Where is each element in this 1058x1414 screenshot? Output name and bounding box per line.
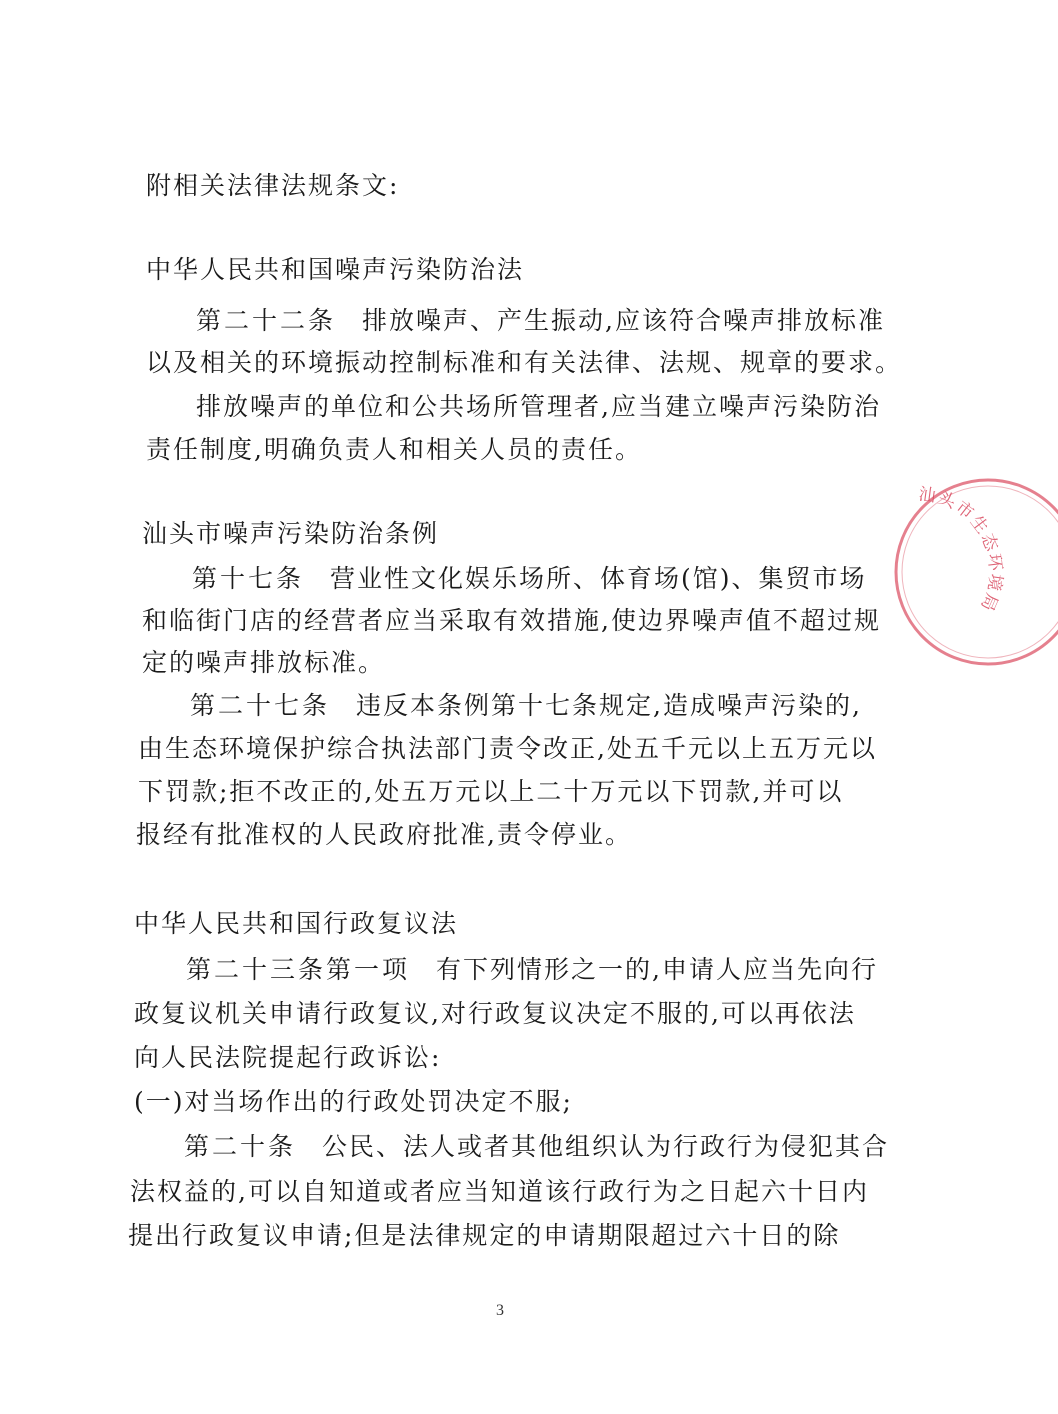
article-line <box>186 952 878 988</box>
section-heading: 中华人民共和国行政复议法 <box>134 909 459 938</box>
article-number: 第二十条 <box>184 1132 297 1161</box>
body-line: 定的噪声排放标准。 <box>142 648 386 677</box>
svg-text:汕头市生态环境局 <box>917 485 1005 616</box>
body-line: (一)对当场作出的行政处罚决定不服; <box>134 1087 573 1116</box>
article-line <box>184 1129 889 1165</box>
article-line <box>190 688 862 724</box>
article-text: 营业性文化娱乐场所、体育场(馆)、集贸市场 <box>330 564 867 593</box>
body-line: 责任制度,明确负责人和相关人员的责任。 <box>146 435 642 464</box>
body-line: 法权益的,可以自知道或者应当知道该行政行为之日起六十日内 <box>130 1177 869 1206</box>
article-text: 有下列情形之一的,申请人应当先向行 <box>436 955 878 984</box>
section-heading: 汕头市噪声污染防治条例 <box>142 519 440 548</box>
body-line: 由生态环境保护综合执法部门责令改正,处五千元以上五万元以 <box>138 734 877 763</box>
article-line <box>196 303 885 339</box>
article-text: 排放噪声、产生振动,应该符合噪声排放标准 <box>362 306 885 335</box>
body-line: 排放噪声的单位和公共场所管理者,应当建立噪声污染防治 <box>196 392 881 421</box>
article-line <box>192 561 867 597</box>
article-number: 第二十三条第一项 <box>186 955 411 984</box>
article-number: 第十七条 <box>192 564 305 593</box>
body-line: 和临街门店的经营者应当采取有效措施,使边界噪声值不超过规 <box>142 606 881 635</box>
body-line: 提出行政复议申请;但是法律规定的申请期限超过六十日的除 <box>128 1221 841 1250</box>
article-text: 违反本条例第十七条规定,造成噪声污染的, <box>356 691 862 720</box>
body-line: 报经有批准权的人民政府批准,责令停业。 <box>136 820 632 849</box>
section-heading: 中华人民共和国噪声污染防治法 <box>146 255 525 284</box>
article-number: 第二十七条 <box>190 691 331 720</box>
body-line: 以及相关的环境振动控制标准和有关法律、法规、规章的要求。 <box>146 348 903 377</box>
article-text: 公民、法人或者其他组织认为行政行为侵犯其合 <box>322 1132 890 1161</box>
seal-lettering: 汕头市生态环境局 <box>917 484 1006 616</box>
official-seal-stamp <box>878 472 1058 672</box>
body-line: 下罚款;拒不改正的,处五万元以上二十万元以下罚款,并可以 <box>138 777 844 806</box>
body-line: 向人民法院提起行政诉讼: <box>134 1043 442 1072</box>
article-number: 第二十二条 <box>196 306 337 335</box>
page-number: 3 <box>496 1302 504 1319</box>
body-line: 政复议机关申请行政复议,对行政复议决定不服的,可以再依法 <box>134 999 856 1028</box>
intro-line: 附相关法律法规条文: <box>146 171 400 200</box>
